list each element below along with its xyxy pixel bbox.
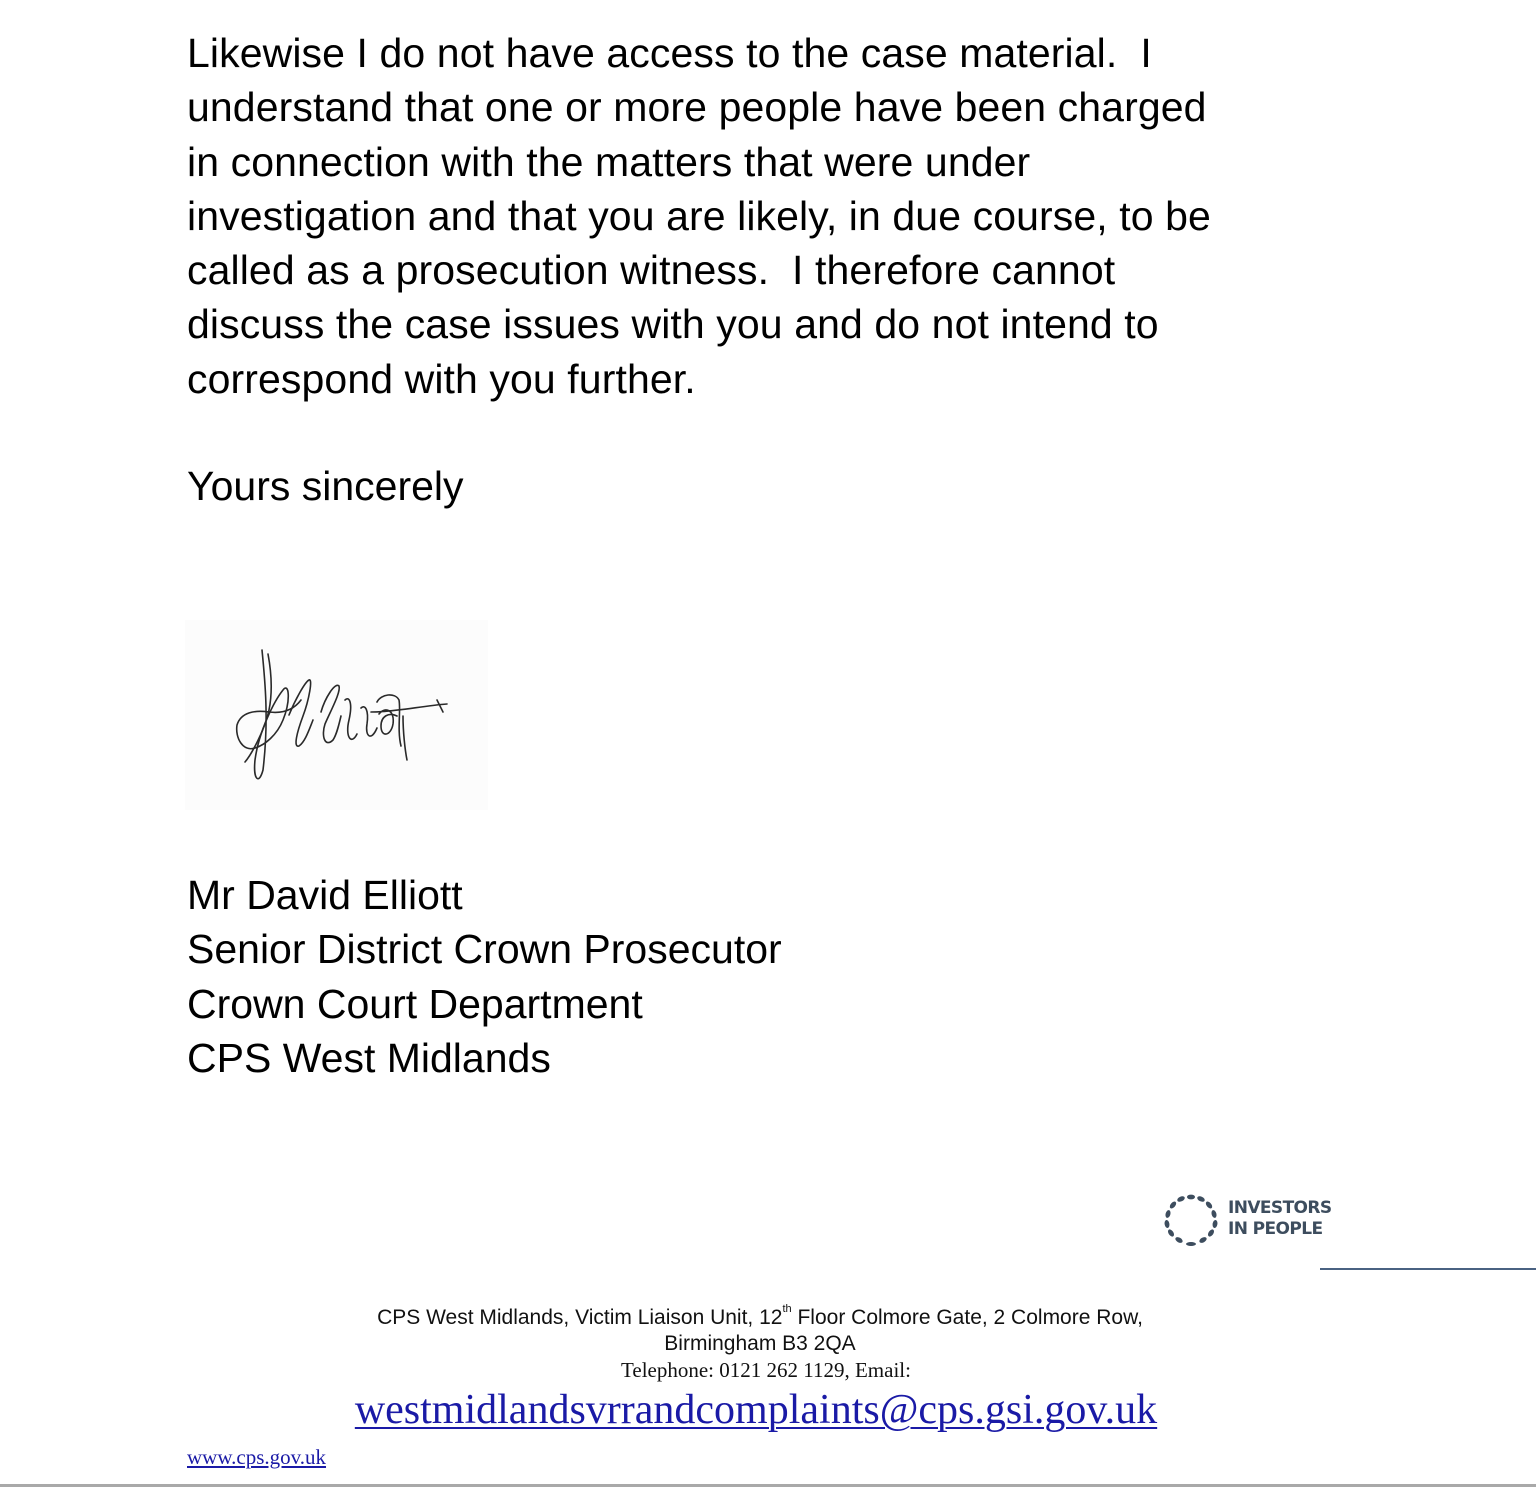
signature-image xyxy=(185,620,488,810)
letter-body xyxy=(187,26,1367,406)
body-line: investigation and that you are likely, in due course, to be xyxy=(187,192,1211,239)
body-line: in connection with the matters that were under xyxy=(187,138,1031,185)
closing-salutation: Yours sincerely xyxy=(187,463,464,509)
body-line: Likewise I do not have access to the case material. I xyxy=(187,30,1152,76)
laurel-wreath-icon xyxy=(1162,1192,1220,1248)
logo-text xyxy=(1228,1198,1332,1240)
signatory-block xyxy=(187,868,782,1085)
letter-footer xyxy=(0,1305,1536,1433)
footer-telephone: Telephone: 0121 262 1129, Email: xyxy=(621,1358,911,1382)
address-text: Floor Colmore Gate, 2 Colmore Row, xyxy=(791,1306,1143,1329)
address-text: CPS West Midlands, Victim Liaison Unit, 12 xyxy=(377,1306,783,1329)
body-line: discuss the case issues with you and do not intend to xyxy=(187,301,1159,348)
body-line: called as a prosecution witness. I therefore cannot xyxy=(187,247,1116,294)
email-link[interactable]: westmidlandsvrrandcomplaints@cps.gsi.gov.uk xyxy=(354,1387,1158,1433)
decorative-rule xyxy=(1320,1268,1536,1270)
signature-icon xyxy=(185,620,488,810)
signatory-organisation: CPS West Midlands xyxy=(187,1034,551,1081)
investors-in-people-logo xyxy=(1162,1190,1342,1248)
signatory-name: Mr David Elliott xyxy=(187,872,463,918)
footer-address-line-1 xyxy=(0,1305,1528,1331)
signatory-title: Senior District Crown Prosecutor xyxy=(187,926,782,973)
logo-line-2: IN PEOPLE xyxy=(1228,1219,1323,1239)
signatory-department: Crown Court Department xyxy=(187,980,643,1027)
body-line: correspond with you further. xyxy=(187,355,696,402)
logo-line-1: INVESTORS xyxy=(1228,1198,1332,1218)
body-line: understand that one or more people have been charged xyxy=(187,84,1207,131)
footer-address-line-2: Birmingham B3 2QA xyxy=(664,1332,856,1355)
website-link[interactable]: www.cps.gov.uk xyxy=(187,1445,327,1469)
ordinal-suffix: th xyxy=(782,1303,792,1315)
